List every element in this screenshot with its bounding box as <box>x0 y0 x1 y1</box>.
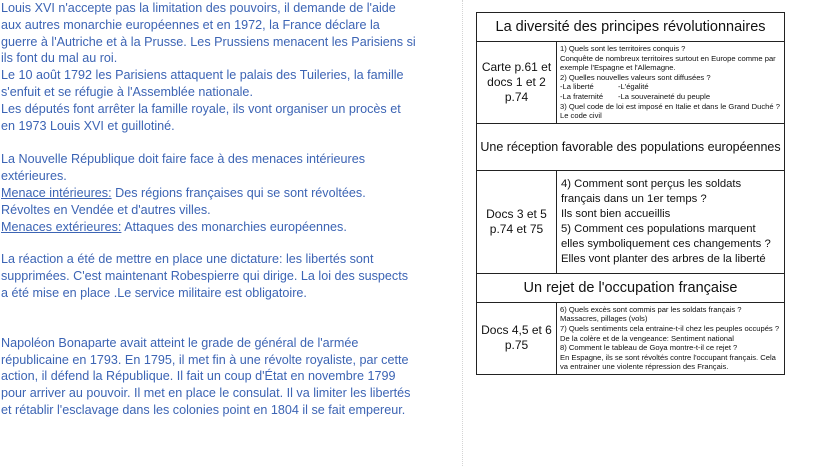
text-line: Révoltes en Vendée et d'autres villes. <box>1 202 211 217</box>
question: 3) Quel code de loi est imposé en Italie et dans le Grand Duché ? <box>560 101 780 111</box>
question: 2) Quelles nouvelles valeurs sont diffusées ? <box>560 72 711 82</box>
answer: -La fraternité <box>560 91 604 101</box>
answer: -La liberté <box>560 82 594 92</box>
text-line: Les députés font arrêter la famille royale, ils vont organiser un procès et en 1973 Louis XVI et guillotiné. <box>1 101 401 133</box>
text-line: Des régions françaises qui se sont révoltées. <box>111 185 366 200</box>
section-ref-3: Docs 4,5 et 6 p.75 <box>477 302 557 374</box>
paragraph-dictature: La réaction a été de mettre en place une dictature: les libertés sont supprimées. C'est maintenant Robespierre qui dirige. La loi des suspects a été mise en place .Le service militaire est obligatoire. <box>1 252 409 300</box>
section-title-diversite: La diversité des principes révolutionnaires <box>477 13 785 42</box>
question: 4) Comment sont perçus les soldats français dans un 1er temps ? <box>561 177 742 205</box>
question: 5) Comment ces populations marquent elles symboliquement ces changements ? <box>561 222 771 250</box>
answer: -La souveraineté du peuple <box>618 91 711 101</box>
left-notes <box>1 0 416 419</box>
text-line: Attaques des monarchies européennes. <box>121 219 347 234</box>
answer: Conquête de nombreux territoires surtout en Europe comme par exemple l'Espagne et l'Allemagne. <box>560 53 776 73</box>
section-title-rejet: Un rejet de l'occupation française <box>477 273 785 302</box>
answer: De la colère et de la vengeance: Sentiment national <box>560 333 734 343</box>
answer: Elles vont planter des arbres de la liberté <box>561 252 766 265</box>
question-table <box>476 12 785 375</box>
paragraph-louis-xvi <box>1 0 416 134</box>
answer: -L'égalité <box>618 82 649 92</box>
text-line: Louis XVI n'accepte pas la limitation des pouvoirs, il demande de l'aide aux autres monarchie européennes et en 1972, la France déclare la guerre à l'Autriche et à la Prusse. Les Prussiens menacent les Parisiens si ils font du mal au roi. <box>1 1 416 66</box>
answer: En Espagne, ils se sont révoltés contre l'occupant français. Cela va entrainer une violente répression des Français. <box>560 352 776 372</box>
question: 1) Quels sont les territoires conquis ? <box>560 44 686 53</box>
paragraph-napoleon: Napoléon Bonaparte avait atteint le grade de général de l'armée républicaine en 1793. En 1795, il met fin à une révolte royaliste, par cette action, il défend la République. Il fait un coup d'État en novembre 1799 pour arriver au pouvoir. Il met en place le consulat. Il va limiter les libertés et rétablir l'esclavage dans les colonies point en 1804 il se fait empereur. <box>1 335 411 417</box>
answer: Massacres, pillages (vols) <box>560 314 648 324</box>
label-menace-exterieures: Menaces extérieures: <box>1 219 122 234</box>
section-ref-1: Carte p.61 et docs 1 et 2 p.74 <box>477 42 557 124</box>
question: 7) Quels sentiments cela entraine-t-il chez les peuples occupés ? <box>560 323 780 333</box>
section-ref-2: Docs 3 et 5 p.74 et 75 <box>477 170 557 273</box>
section-questions-3 <box>557 302 785 374</box>
paragraph-menaces <box>1 151 416 235</box>
label-menace-interieures: Menace intérieures: <box>1 185 112 200</box>
text-line: La Nouvelle République doit faire face à des menaces intérieures extérieures. <box>1 152 366 184</box>
answer: Ils sont bien accueillis <box>561 207 671 220</box>
section-questions-1 <box>557 42 785 124</box>
question: 6) Quels excès sont commis par les soldats français ? <box>560 304 742 314</box>
section-questions-2 <box>557 170 785 273</box>
text-line: Le 10 août 1792 les Parisiens attaquent le palais des Tuileries, la famille s'enfuit et se réfugie à l'Assemblée nationale. <box>1 68 404 99</box>
page-divider <box>462 0 463 466</box>
question-table-container <box>476 12 784 375</box>
section-title-reception: Une réception favorable des populations européennes <box>477 123 785 170</box>
question: 8) Comment le tableau de Goya montre-t-il ce rejet ? <box>560 343 738 353</box>
answer: Le code civil <box>560 111 602 121</box>
